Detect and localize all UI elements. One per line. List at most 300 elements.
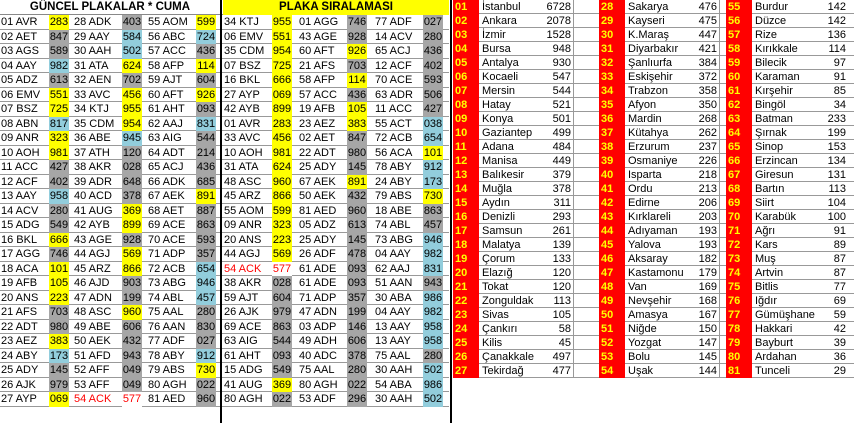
city-name: Bursa	[482, 43, 511, 55]
column-separator	[573, 28, 574, 42]
column-separator	[719, 196, 720, 210]
city-count: 193	[698, 239, 717, 251]
plate-number: 105	[49, 277, 69, 289]
plate-code: 04 AAY	[375, 248, 411, 260]
column-separator	[573, 280, 574, 294]
plate-number: 457	[423, 219, 443, 231]
city-code: 28	[599, 0, 625, 14]
city-name: Bayburt	[755, 337, 793, 349]
city-count: 89	[833, 239, 846, 251]
plate-number: 022	[196, 378, 216, 391]
city-count: 193	[698, 225, 717, 237]
plate-number: 114	[197, 59, 215, 72]
plate-number: 593	[423, 74, 443, 86]
plate-code: 73 ABG	[375, 233, 413, 246]
plate-code: 69 ACE	[148, 219, 186, 231]
list-item	[453, 350, 854, 364]
city-rows	[453, 0, 854, 378]
city-code: 61	[726, 84, 752, 98]
city-name: Muğla	[482, 183, 512, 195]
plate-number: 214	[196, 146, 216, 159]
list-item	[453, 84, 854, 98]
plate-ranking-title: PLAKA SIRALAMASI	[223, 0, 449, 15]
plate-code: 09 ANR	[1, 132, 39, 144]
city-name: Sakarya	[628, 1, 669, 13]
plate-code: 08 ABN	[1, 117, 39, 130]
city-code: 08	[453, 98, 479, 112]
city-count: 139	[552, 239, 571, 251]
list-item	[453, 224, 854, 238]
city-name: Erzincan	[755, 155, 798, 167]
city-count: 182	[698, 253, 717, 265]
plate-code: 18 ACA	[1, 262, 39, 275]
plate-code: 54 ACK	[74, 393, 112, 405]
column-separator	[719, 294, 720, 308]
city-name: Ardahan	[755, 351, 797, 363]
city-name: Kırklareli	[628, 211, 671, 223]
plate-number: 746	[347, 16, 367, 28]
plate-code: 57 ACC	[148, 45, 186, 57]
plate-code: 30 AAH	[375, 364, 413, 376]
table-row	[0, 189, 449, 204]
plate-number: 027	[423, 16, 443, 28]
plate-code: 46 AJD	[74, 277, 110, 289]
plate-code: 38 AKR	[224, 277, 262, 289]
plate-number: 958	[49, 190, 69, 202]
plate-number: 502	[423, 364, 443, 376]
plate-number: 666	[272, 74, 292, 86]
city-name: Çankırı	[482, 323, 518, 335]
column-separator	[573, 224, 574, 238]
plate-number: 960	[122, 306, 142, 318]
plate-number: 093	[347, 262, 367, 275]
list-item	[453, 280, 854, 294]
column-separator	[573, 350, 574, 364]
city-code: 11	[453, 140, 479, 154]
city-code: 39	[599, 154, 625, 168]
plate-number: 986	[423, 378, 443, 391]
plate-code: 34 KTJ	[224, 16, 259, 28]
plate-number: 946	[196, 277, 216, 289]
column-separator	[719, 42, 720, 56]
city-code: 18	[453, 238, 479, 252]
city-name: Muş	[755, 253, 776, 265]
city-name: Siirt	[755, 197, 774, 209]
plate-number: 022	[272, 393, 292, 405]
column-separator	[719, 322, 720, 336]
city-code: 68	[726, 182, 752, 196]
city-code: 55	[726, 0, 752, 14]
plate-number: 223	[49, 291, 69, 304]
plate-code: 19 AFB	[299, 103, 336, 115]
plate-number: 725	[49, 103, 69, 115]
plate-code: 03 ADP	[299, 320, 337, 333]
plate-number: 666	[49, 233, 69, 246]
plate-number: 703	[49, 306, 69, 318]
plate-number: 958	[423, 335, 443, 347]
column-separator	[573, 98, 574, 112]
city-code: 21	[453, 280, 479, 294]
column-separator	[573, 196, 574, 210]
column-separator	[573, 112, 574, 126]
list-item	[453, 154, 854, 168]
city-count: 206	[698, 197, 717, 209]
list-item	[453, 322, 854, 336]
plate-code: 24 ABY	[375, 175, 412, 188]
plate-code: 55 AOM	[148, 16, 188, 28]
plate-code: 55 AOM	[224, 204, 264, 217]
plate-number: 624	[122, 59, 142, 72]
current-plates-header	[0, 0, 449, 15]
city-count: 87	[833, 253, 846, 265]
column-separator	[573, 84, 574, 98]
city-code: 16	[453, 210, 479, 224]
city-code: 24	[453, 322, 479, 336]
plate-code: 17 AGG	[1, 248, 41, 260]
plate-code: 41 AUG	[224, 378, 263, 391]
city-count: 262	[698, 127, 717, 139]
city-count: 34	[833, 99, 846, 111]
plate-number: 436	[196, 161, 216, 173]
city-code: 41	[599, 182, 625, 196]
plate-code: 02 AET	[299, 132, 336, 144]
plate-number: 280	[423, 30, 443, 43]
list-item	[453, 56, 854, 70]
city-code: 17	[453, 224, 479, 238]
table-row	[0, 262, 449, 277]
city-code: 04	[453, 42, 479, 56]
plate-number: 323	[49, 132, 69, 144]
city-count: 120	[552, 281, 571, 293]
table-row	[0, 334, 449, 349]
plate-code: 51 AAN	[375, 277, 413, 289]
table-row	[0, 204, 449, 219]
table-row	[0, 247, 449, 262]
plate-code: 05 ADZ	[299, 219, 336, 231]
column-separator	[573, 210, 574, 224]
plate-code: 70 ACE	[148, 233, 186, 246]
city-name: Zonguldak	[482, 295, 534, 307]
plate-number: 928	[347, 30, 367, 43]
plate-code: 28 ADK	[74, 16, 112, 28]
plate-code: 47 ADN	[74, 291, 112, 304]
city-code: 14	[453, 182, 479, 196]
plate-number: 280	[423, 349, 443, 362]
plate-number: 544	[196, 132, 216, 144]
city-name: Aksaray	[628, 253, 668, 265]
plate-number: 506	[423, 88, 443, 101]
table-row	[0, 73, 449, 88]
plate-code: 60 AFT	[299, 45, 335, 57]
plate-code: 72 ACB	[148, 262, 186, 275]
plate-code: 70 ACE	[375, 74, 413, 86]
city-code: 54	[599, 364, 625, 378]
city-count: 150	[698, 323, 717, 335]
plate-code: 75 AAL	[148, 306, 184, 318]
plate-code: 24 ABY	[1, 349, 38, 362]
plate-code: 25 ADY	[299, 233, 337, 246]
plate-code: 01 AGG	[299, 16, 339, 28]
plate-code: 61 AHT	[224, 349, 261, 362]
plate-number: 544	[272, 335, 292, 347]
city-count: 69	[833, 295, 846, 307]
plate-number: 357	[347, 291, 367, 304]
plate-code: 39 ADR	[74, 175, 112, 188]
plate-code: 13 AAY	[1, 190, 37, 202]
city-name: Yalova	[628, 239, 661, 251]
plate-code: 59 AJT	[148, 74, 183, 86]
plate-code: 67 AEK	[299, 175, 336, 188]
column-separator	[719, 98, 720, 112]
plate-number: 028	[272, 277, 292, 289]
plate-code: 56 ACA	[375, 146, 413, 159]
plate-rows	[0, 15, 449, 407]
city-code: 47	[599, 266, 625, 280]
plate-code: 20 ANS	[1, 291, 39, 304]
plate-code: 34 KTJ	[74, 103, 109, 115]
plate-code: 51 AFD	[74, 349, 111, 362]
plate-number: 943	[423, 277, 443, 289]
plate-number: 604	[272, 291, 292, 304]
city-name: Sivas	[482, 309, 509, 321]
city-count: 948	[552, 43, 571, 55]
column-separator	[573, 336, 574, 350]
plate-number: 323	[272, 219, 292, 231]
city-name: Bilecik	[755, 57, 787, 69]
column-separator	[719, 28, 720, 42]
plate-number: 599	[196, 16, 216, 28]
city-count: 100	[827, 211, 846, 223]
list-item	[453, 196, 854, 210]
plate-code: 42 AYB	[74, 219, 110, 231]
plate-number: 724	[196, 30, 216, 43]
plate-code: 78 ABY	[375, 161, 412, 173]
city-name: Kilis	[482, 337, 503, 349]
city-name: Nevşehir	[628, 295, 672, 307]
city-count: 142	[827, 1, 846, 13]
city-name: İzmir	[482, 29, 506, 41]
plate-code: 07 BSZ	[1, 103, 38, 115]
plate-number: 120	[122, 146, 142, 159]
plate-number: 899	[122, 219, 142, 231]
plate-number: 022	[347, 378, 367, 391]
city-count: 91	[833, 225, 846, 237]
plate-number: 654	[196, 262, 216, 275]
city-code: 06	[453, 70, 479, 84]
city-name: Balıkesir	[482, 169, 525, 181]
plate-number: 280	[347, 364, 367, 376]
column-separator	[719, 154, 720, 168]
plate-number: 403	[122, 16, 142, 28]
plate-number: 730	[196, 364, 216, 376]
city-count: 97	[833, 57, 846, 69]
city-count: 120	[552, 267, 571, 279]
plate-code: 53 ADF	[299, 393, 336, 405]
plate-number: 980	[49, 320, 69, 333]
city-ranking-panel	[453, 0, 854, 378]
city-name: Van	[628, 281, 647, 293]
plate-code: 74 ABL	[148, 291, 184, 304]
city-code: 32	[599, 56, 625, 70]
plate-code: 43 AGE	[74, 233, 112, 246]
plate-number: 943	[122, 349, 142, 362]
plate-code: 47 ADN	[299, 306, 337, 318]
city-count: 447	[698, 29, 717, 41]
column-separator	[719, 140, 720, 154]
plate-number: 569	[272, 248, 292, 260]
city-count: 179	[698, 267, 717, 279]
list-item	[453, 98, 854, 112]
city-count: 113	[553, 295, 571, 307]
city-count: 153	[827, 141, 846, 153]
plate-code: 35 CDM	[74, 117, 115, 130]
city-count: 142	[827, 15, 846, 27]
plate-number: 979	[49, 378, 69, 391]
city-code: 79	[726, 336, 752, 350]
city-name: Kayseri	[628, 15, 665, 27]
column-separator	[573, 168, 574, 182]
plate-code: 68 AET	[148, 204, 185, 217]
city-count: 167	[698, 309, 717, 321]
plate-code: 33 AVC	[224, 132, 261, 144]
list-item	[453, 238, 854, 252]
current-plates-title: GÜNCEL PLAKALAR * CUMA	[29, 1, 191, 13]
city-count: 36	[833, 351, 846, 363]
table-row	[0, 15, 449, 30]
city-name: Adıyaman	[628, 225, 678, 237]
city-code: 69	[726, 196, 752, 210]
plate-code: 11 ACC	[375, 103, 413, 115]
plate-number: 986	[423, 291, 443, 304]
plate-number: 369	[272, 378, 292, 391]
city-code: 19	[453, 252, 479, 266]
city-name: Ordu	[628, 183, 653, 195]
table-row	[0, 378, 449, 393]
plate-code: 26 AJK	[1, 378, 36, 391]
city-count: 484	[552, 141, 571, 153]
city-name: Osmaniye	[628, 155, 678, 167]
city-name: Iğdır	[755, 295, 778, 307]
plate-number: 457	[196, 291, 216, 304]
plate-code: 52 AFF	[74, 364, 110, 376]
plate-number: 223	[272, 233, 292, 246]
plate-code: 55 ACT	[375, 117, 412, 130]
city-count: 226	[698, 155, 717, 167]
city-code: 50	[599, 308, 625, 322]
plate-number: 863	[272, 320, 292, 333]
plate-code: 53 AFF	[74, 378, 110, 391]
plate-number: 593	[196, 233, 216, 246]
city-count: 544	[552, 85, 571, 97]
plate-number: 551	[49, 88, 69, 101]
city-code: 33	[599, 70, 625, 84]
city-name: Yozgat	[628, 337, 662, 349]
city-count: 136	[827, 29, 846, 41]
plate-code: 63 ADR	[375, 88, 413, 101]
city-name: Denizli	[482, 211, 516, 223]
plate-code: 21 AFS	[299, 59, 336, 72]
city-name: Gümüşhane	[755, 309, 815, 321]
city-name: Artvin	[755, 267, 784, 279]
plate-number: 982	[49, 59, 69, 72]
plate-number: 146	[347, 320, 367, 333]
plate-number: 283	[272, 117, 292, 130]
list-item	[453, 294, 854, 308]
plate-code: 23 AEZ	[1, 335, 38, 347]
city-count: 104	[827, 197, 846, 209]
column-separator	[719, 266, 720, 280]
city-name: K.Maraş	[628, 29, 669, 41]
city-count: 133	[552, 253, 571, 265]
list-item	[453, 70, 854, 84]
city-code: 63	[726, 112, 752, 126]
city-code: 02	[453, 14, 479, 28]
plate-number: 831	[196, 117, 216, 130]
city-count: 39	[833, 337, 846, 349]
column-separator	[719, 182, 720, 196]
city-name: Şırnak	[755, 127, 787, 139]
plate-code: 77 ADF	[375, 16, 412, 28]
plate-number: 378	[122, 190, 142, 202]
plate-number: 199	[122, 291, 142, 304]
plate-number: 624	[272, 161, 292, 173]
plate-number: 703	[347, 59, 367, 72]
city-code: 07	[453, 84, 479, 98]
plate-code: 48 ASC	[224, 175, 262, 188]
plate-number: 436	[423, 45, 443, 57]
plate-code: 06 EMV	[1, 88, 41, 101]
plate-code: 04 AAY	[1, 59, 37, 72]
plate-number: 402	[49, 175, 69, 188]
city-count: 168	[698, 295, 717, 307]
city-count: 85	[833, 85, 846, 97]
table-row	[0, 131, 449, 146]
city-name: Kocaeli	[482, 71, 519, 83]
plate-code: 30 ABA	[375, 291, 412, 304]
list-item	[453, 112, 854, 126]
city-code: 72	[726, 238, 752, 252]
list-item	[453, 210, 854, 224]
plate-code: 44 AGJ	[224, 248, 261, 260]
table-row	[0, 320, 449, 335]
city-name: Giresun	[755, 169, 794, 181]
plate-number: 549	[49, 219, 69, 231]
plate-number: 432	[347, 190, 367, 202]
city-count: 449	[552, 155, 571, 167]
plate-number: 648	[122, 175, 142, 188]
plate-code: 62 AAJ	[148, 117, 183, 130]
city-count: 134	[827, 155, 846, 167]
plate-code: 60 AFT	[148, 88, 184, 101]
plate-code: 01 AVR	[1, 16, 38, 28]
plate-number: 049	[122, 378, 142, 391]
plate-code: 81 AED	[299, 204, 337, 217]
city-code: 51	[599, 322, 625, 336]
column-separator	[573, 70, 574, 84]
city-code: 10	[453, 126, 479, 140]
plate-code: 49 ADH	[299, 335, 337, 347]
city-code: 34	[599, 84, 625, 98]
city-code: 35	[599, 98, 625, 112]
city-name: Hakkari	[755, 323, 793, 335]
table-row	[0, 102, 449, 117]
plate-code: 15 ADG	[224, 364, 263, 376]
city-count: 105	[552, 309, 571, 321]
column-separator	[573, 252, 574, 266]
city-code: 43	[599, 210, 625, 224]
plate-code: 12 ACF	[1, 175, 38, 188]
plate-code: 25 ADY	[299, 161, 337, 173]
